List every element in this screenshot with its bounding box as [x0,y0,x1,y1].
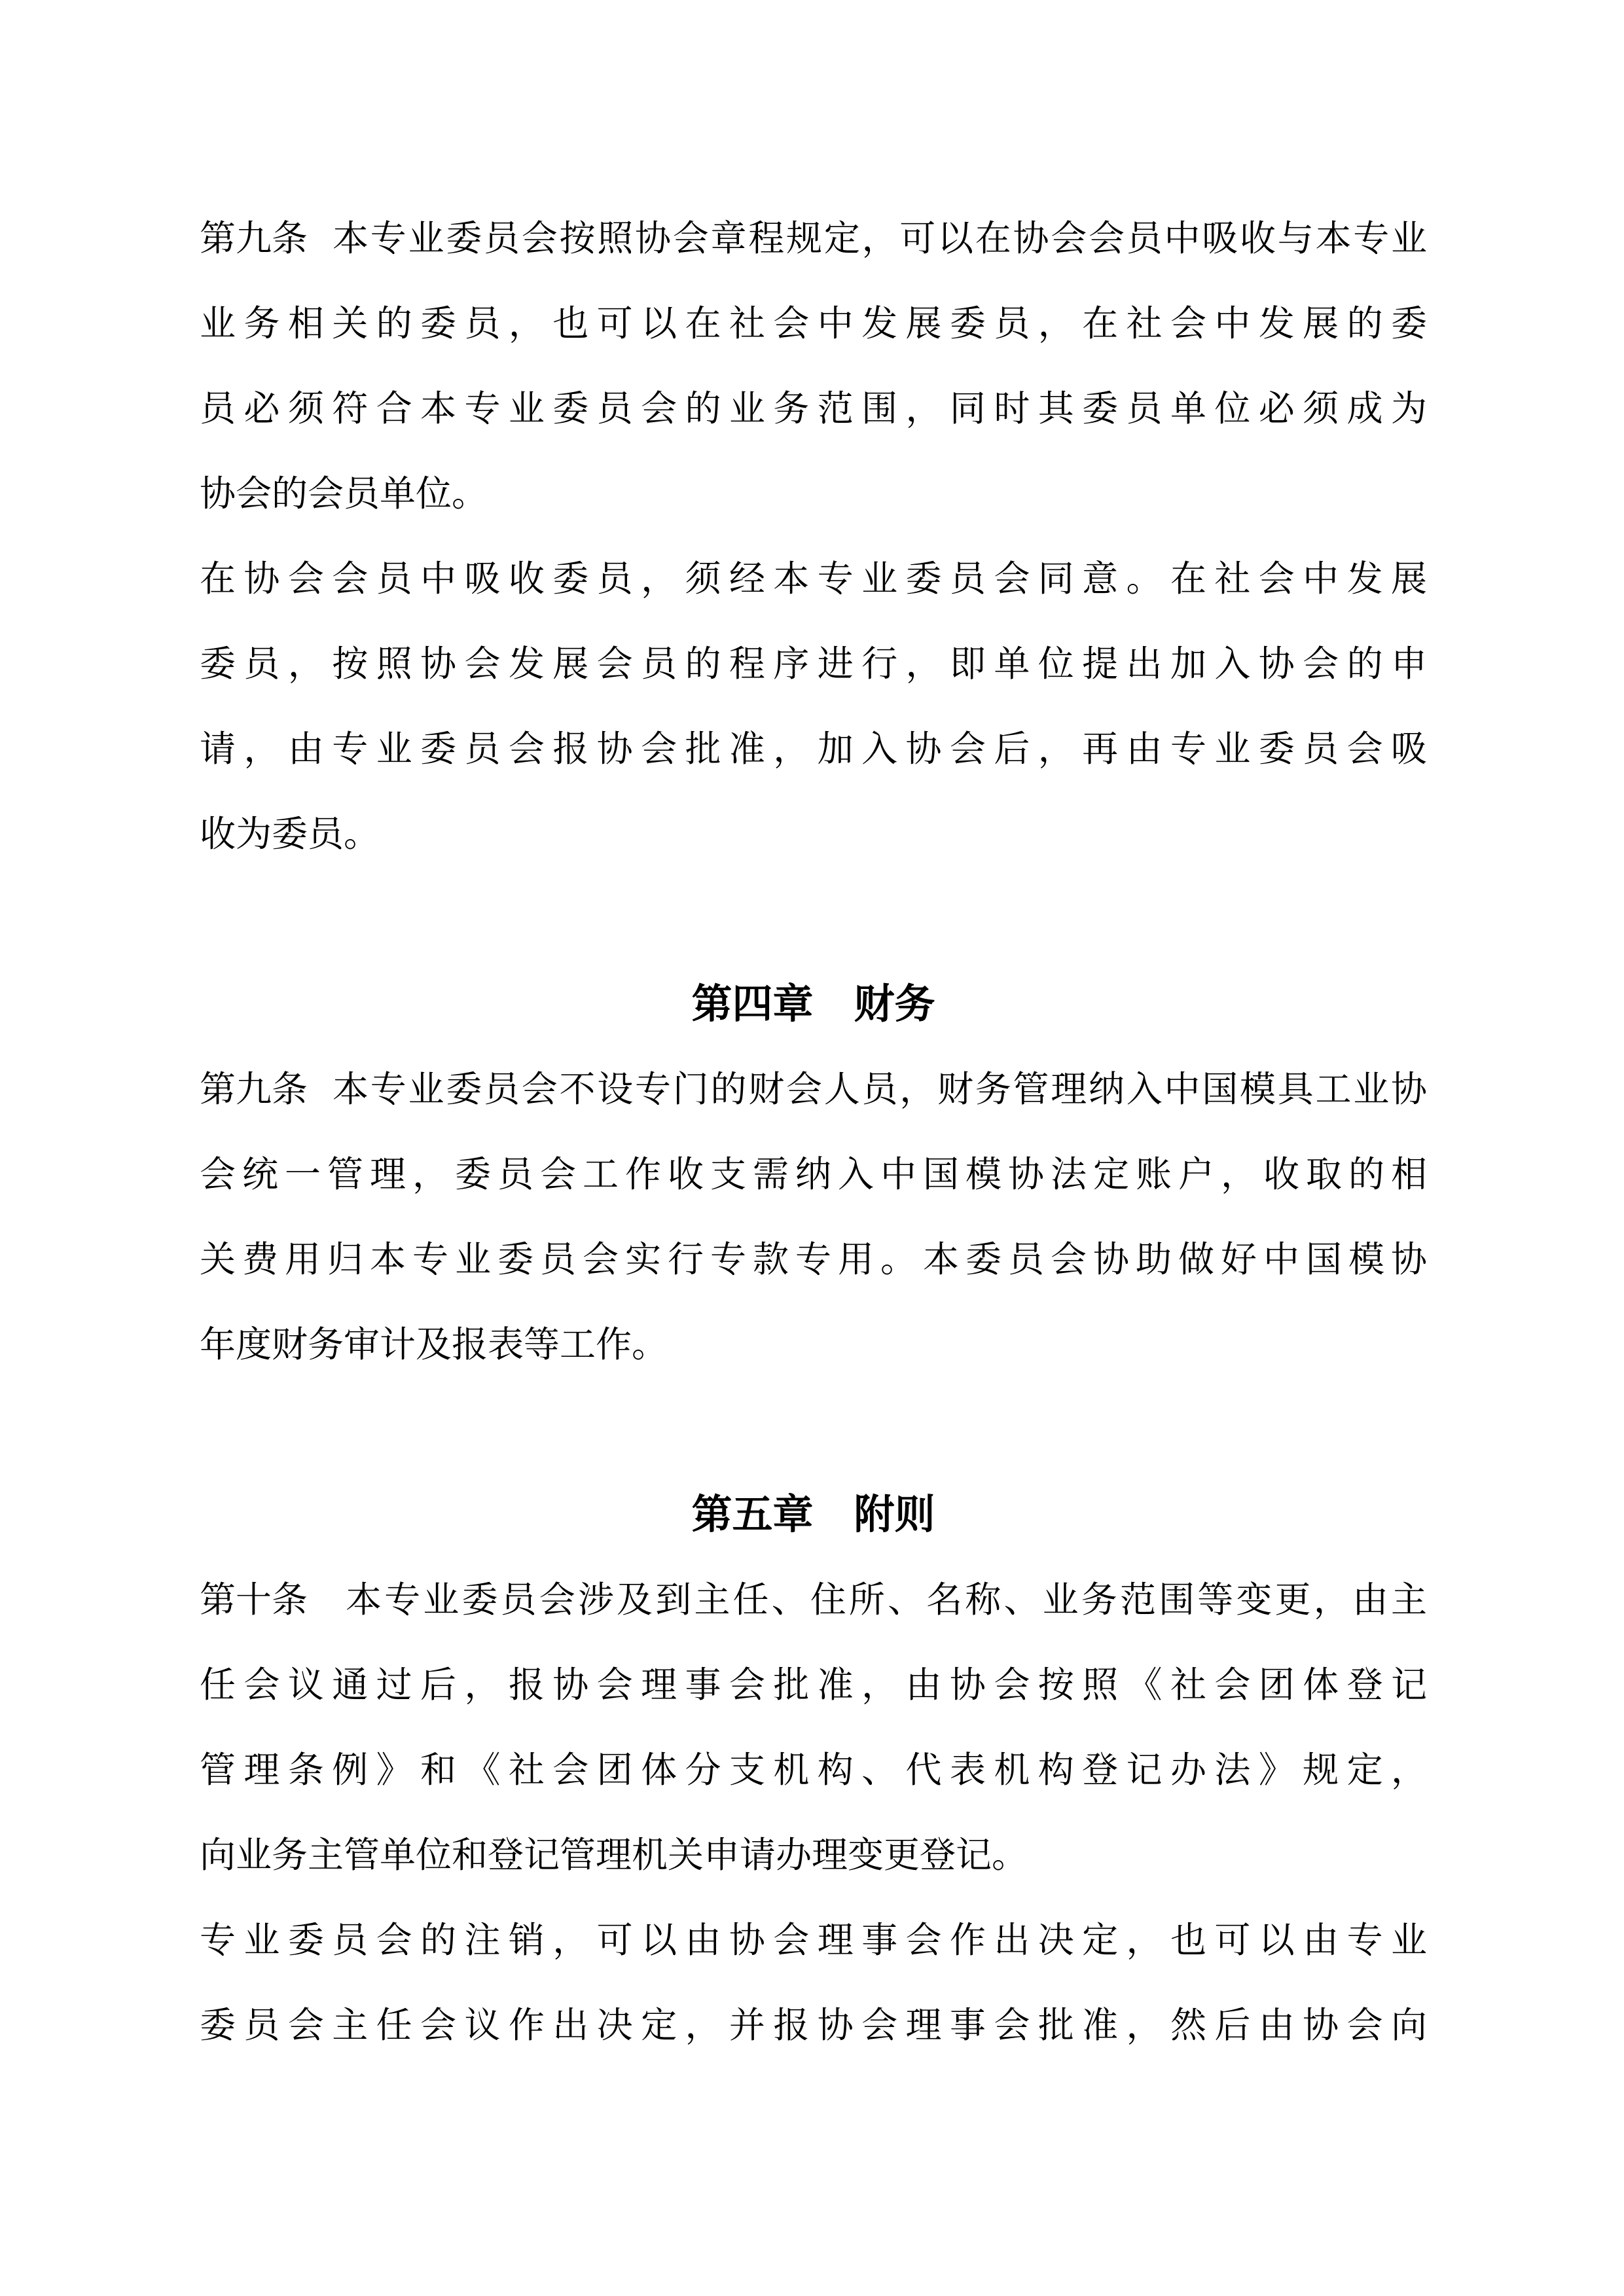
text-line: 收为委员。 [200,814,380,854]
text-line: 员必须符合本专业委员会的业务范围，同时其委员单位必须成为 [200,389,1427,429]
article-text: 本专业委员会不设专门的财会人员，财务管理纳入中国模具工业协 [333,1069,1427,1109]
text-line: 委员会主任会议作出决定，并报协会理事会批准，然后由协会向 [200,2005,1427,2045]
chapter-4-heading: 第四章 财务 [691,982,935,1027]
document-text-block [200,0,1427,2296]
article-label: 第十条 [200,1580,308,1620]
article-text: 本专业委员会按照协会章程规定，可以在协会会员中吸收与本专业 [333,219,1427,259]
article-label: 第九条 [200,1069,308,1109]
text-line: 协会的会员单位。 [200,474,488,514]
text-line: 会统一管理，委员会工作收支需纳入中国模协法定账户，收取的相 [200,1155,1427,1194]
article-text: 本专业委员会涉及到主任、住所、名称、业务范围等变更，由主 [346,1580,1427,1620]
text-line: 年度财务审计及报表等工作。 [200,1325,668,1365]
text-line: 关费用归本专业委员会实行专款专用。本委员会协助做好中国模协 [200,1240,1427,1280]
text-line: 专业委员会的注销，可以由协会理事会作出决定，也可以由专业 [200,1920,1427,1960]
text-line: 向业务主管单位和登记管理机关申请办理变更登记。 [200,1835,1028,1875]
text-line: 在协会会员中吸收委员，须经本专业委员会同意。在社会中发展 [200,559,1427,599]
text-line [200,196,1427,281]
text-line: 业务相关的委员，也可以在社会中发展委员，在社会中发展的委 [200,304,1427,344]
text-line: 委员，按照协会发展会员的程序进行，即单位提出加入协会的申 [200,644,1427,684]
text-line [200,1047,1427,1132]
chapter-5-heading: 第五章 附则 [691,1493,935,1537]
text-line [200,1558,1427,1643]
article-label: 第九条 [200,219,308,259]
text-line: 管理条例》和《社会团体分支机构、代表机构登记办法》规定， [200,1750,1427,1790]
text-line: 任会议通过后，报协会理事会批准，由协会按照《社会团体登记 [200,1665,1427,1705]
text-line: 请，由专业委员会报协会批准，加入协会后，再由专业委员会吸 [200,729,1427,769]
